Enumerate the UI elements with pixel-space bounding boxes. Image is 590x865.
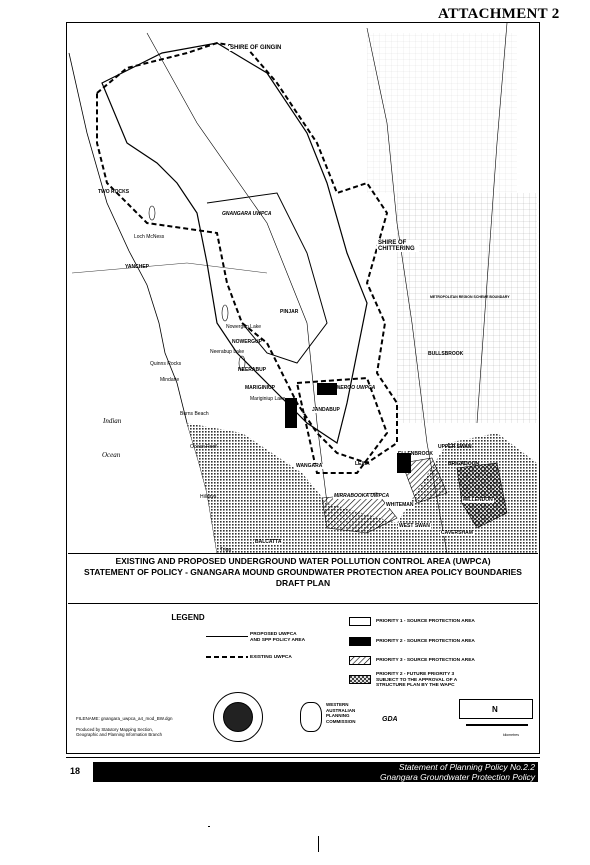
- footer-line-2: Gnangara Groundwater Protection Policy: [380, 772, 535, 782]
- label-mariginiup-lake: Mariginiup Lake: [250, 396, 286, 402]
- label-ellenbrook: ELLENBROOK: [398, 451, 433, 457]
- label-wangara: WANGARA: [296, 463, 323, 469]
- legend-p1-swatch: [349, 617, 371, 626]
- label-loch-mcness: Loch McNess: [134, 234, 165, 240]
- footer-line-1: Statement of Planning Policy No.2.2: [398, 762, 535, 772]
- label-shire-gingin: SHIRE OF GINGIN: [230, 45, 282, 51]
- label-neerabup: NEERABUP: [238, 367, 267, 373]
- label-metro-boundary: METROPOLITAN REGION SCHEME BOUNDARY: [430, 295, 510, 299]
- filename: FILENAME: gnangara_uwpca_a4_mod_BW.dgn: [76, 716, 173, 721]
- legend-p2f-swatch: [349, 675, 371, 684]
- government-seal-logo: [213, 692, 263, 742]
- title-line-3: DRAFT PLAN: [275, 578, 331, 588]
- wapc-text: WESTERN AUSTRALIAN PLANNING COMMISSION: [326, 702, 356, 724]
- scale-bar: [466, 724, 528, 726]
- label-lexia: LEXIA: [355, 461, 370, 467]
- label-nowergup: NOWERGUP: [232, 339, 262, 345]
- label-two-rocks: TWO ROCKS: [98, 189, 130, 195]
- legend-p2-swatch: [349, 637, 371, 646]
- label-whiteman: WHITEMAN: [386, 502, 414, 508]
- scan-dot: [208, 826, 210, 827]
- lake: [149, 206, 155, 220]
- legend-divider: [68, 603, 538, 604]
- coastline: [69, 53, 217, 553]
- label-indian: Indian: [103, 417, 122, 425]
- label-neerabup-lake: Neerabup Lake: [210, 349, 245, 355]
- label-gnangara-uwpca: GNANGARA UWPCA: [222, 211, 272, 217]
- label-west-swan: WEST SWAN: [399, 523, 430, 529]
- label-caversham: CAVERSHAM: [441, 530, 473, 536]
- legend-p2f-text: PRIORITY 2 - FUTURE PRIORITY 3 SUBJECT TO THE APPROVAL OF A STRUCTURE PLAN BY THE WAPC: [376, 672, 458, 688]
- legend-proposed-text: PROPOSED UWPCA AND SPP POLICY AREA: [250, 632, 306, 643]
- label-ocean: Ocean: [102, 451, 121, 459]
- legend-title: LEGEND: [171, 613, 205, 622]
- footer-rule: [66, 757, 540, 758]
- scale-unit: kilometres: [503, 733, 519, 737]
- label-pinjar: PINJAR: [280, 309, 299, 315]
- produced-by: Produced by Statutory Mapping Section, Geographic and Planning Information Branch: [76, 727, 162, 737]
- label-jandabup: JANDABUP: [312, 407, 340, 413]
- label-shire-chittering: SHIRE OF CHITTERING: [377, 240, 419, 252]
- label-mirrabooka-uwpca: MIRRABOOKA UWPCA: [334, 493, 390, 499]
- attachment-label: ATTACHMENT 2: [438, 6, 560, 22]
- rural-grid-east: [397, 193, 537, 423]
- label-trigg: Trigg: [220, 547, 232, 553]
- label-bullsbrook: BULLSBROOK: [428, 351, 464, 357]
- label-balcatta: BALCATTA: [255, 539, 282, 545]
- priority2-area: [285, 398, 297, 428]
- label-mindarie: Mindarie: [160, 377, 180, 383]
- label-nowergup-lake: Nowergup Lake: [226, 324, 262, 330]
- legend-existing-text: EXISTING UWPCA: [250, 655, 292, 660]
- lake: [222, 305, 228, 321]
- road: [72, 263, 267, 273]
- wapc-logo: [300, 702, 322, 732]
- map: [67, 23, 539, 553]
- existing-uwpca-boundary: [97, 43, 397, 463]
- page-number: 18: [70, 766, 81, 776]
- legend-p2-text: PRIORITY 2 - SOURCE PROTECTION AREA: [376, 639, 475, 644]
- label-ocean-reef: Ocean Reef: [190, 444, 217, 450]
- label-mariginiup: MARIGINIUP: [245, 385, 275, 391]
- label-yanchep: YANCHEP: [125, 264, 149, 270]
- legend-p3-swatch: [349, 656, 371, 665]
- title-line-1: EXISTING AND PROPOSED UNDERGROUND WATER POLLUTION CONTROL AREA (UWPCA): [115, 556, 491, 566]
- legend-proposed-line: [206, 636, 248, 637]
- title-divider: [68, 553, 538, 554]
- urban-area: [187, 423, 407, 553]
- label-upper-swan: UPPER SWAN: [438, 444, 472, 450]
- label-hillarys: Hillarys: [200, 494, 217, 500]
- proposed-uwpca-boundary: [207, 193, 327, 363]
- legend-existing-line: [206, 655, 248, 659]
- legend-p3-text: PRIORITY 3 - SOURCE PROTECTION AREA: [376, 658, 475, 663]
- map-title: [68, 556, 538, 589]
- label-brigadoon: BRIGADOON: [448, 461, 480, 467]
- label-wanneroo-uwpca: WANNEROO UWPCA: [325, 385, 376, 391]
- label-quinns-rocks: Quinns Rocks: [150, 361, 182, 367]
- label-burns-beach: Burns Beach: [180, 411, 209, 417]
- label-millendon: MILLENDON: [463, 497, 493, 503]
- legend-p1-text: PRIORITY 1 - SOURCE PROTECTION AREA: [376, 619, 475, 624]
- scan-mark: [318, 836, 319, 852]
- rural-grid-north: [367, 33, 517, 193]
- gda-logo: GDA: [382, 716, 398, 723]
- north-arrow-icon: N: [492, 705, 498, 714]
- title-line-2: STATEMENT OF POLICY - GNANGARA MOUND GROUNDWATER PROTECTION AREA POLICY BOUNDARIES: [84, 567, 522, 577]
